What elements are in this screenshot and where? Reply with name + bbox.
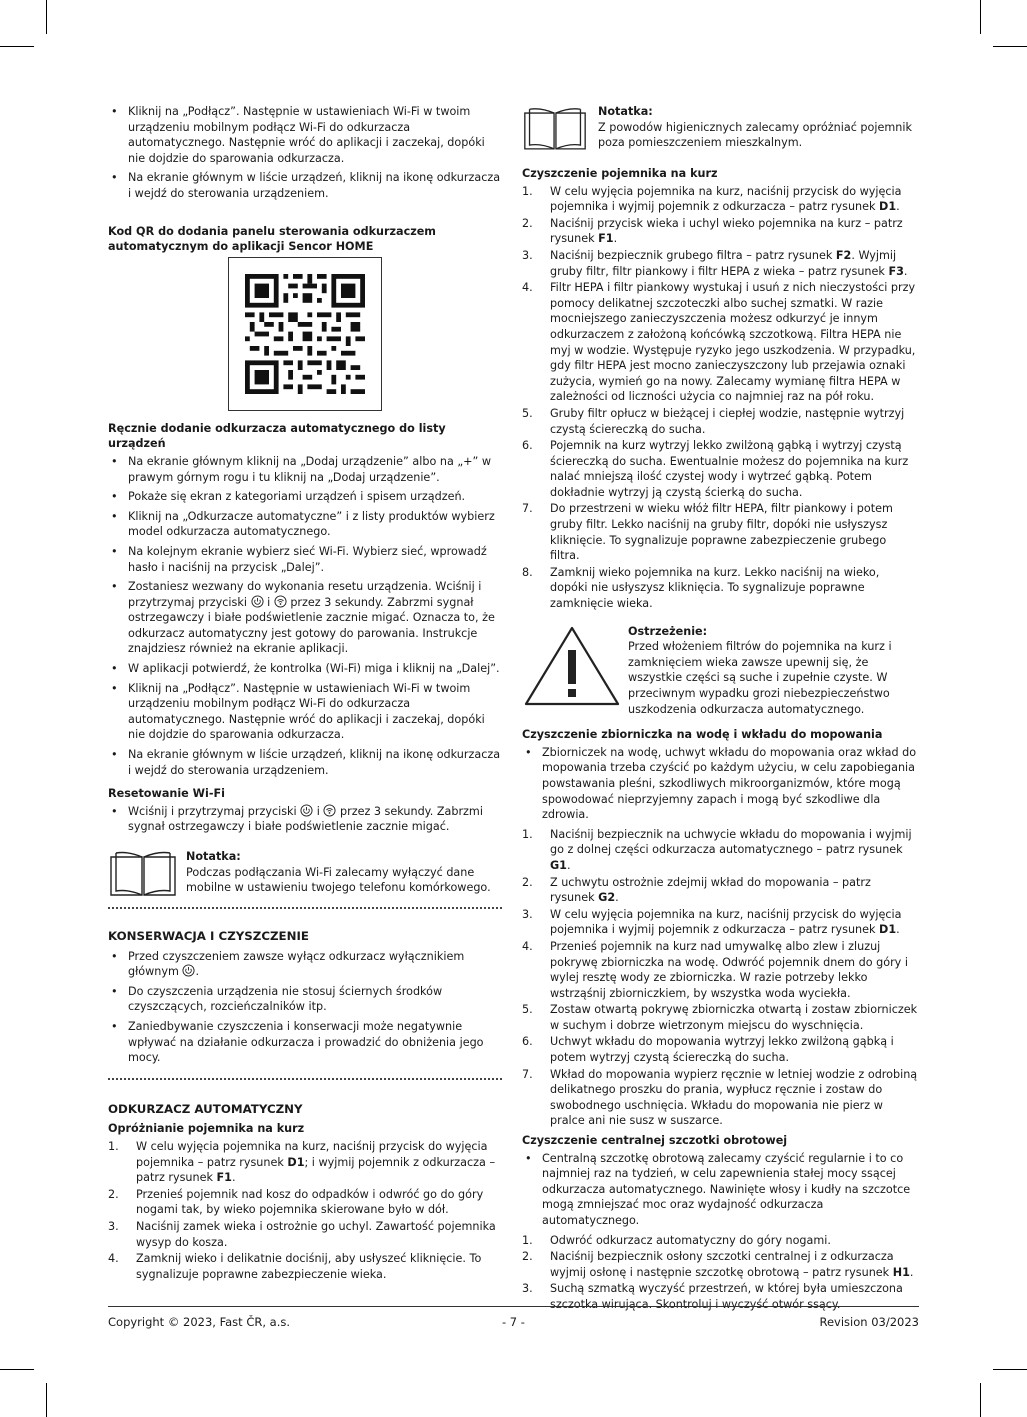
- step-text: Naciśnij zamek wieka i ostrożnie go uchyl. Zawartość pojemnika wysyp do kosza.: [136, 1219, 496, 1249]
- list-item: • W aplikacji potwierdź, że kontrolka (Wi-Fi) miga i kliknij na „Dalej”.: [108, 661, 502, 677]
- qr-code: [228, 257, 382, 411]
- step-number: 3.: [108, 1219, 119, 1233]
- note-text: Z powodów higienicznych zalecamy opróżniać pojemnik poza pomieszczeniem mieszkalnym.: [598, 120, 912, 150]
- step-text: . Wyjmij gruby filtr, filtr piankowy i filtr HEPA z wieka – patrz rysunek: [550, 248, 897, 278]
- step-number: 3.: [522, 907, 533, 921]
- step-number: 1.: [522, 1233, 533, 1247]
- step-text: Suchą szmatką wyczyść przestrzeń, w której była umieszczona szczotka wirująca. Skontroluj i wyczyść otwór ssący.: [550, 1282, 903, 1311]
- list-item: • Kliknij na „Odkurzacze automatyczne” i z listy produktów wybierz model odkurzacza automatycznego.: [108, 509, 502, 540]
- list-item: [522, 875, 918, 906]
- reset-text-b: i: [267, 595, 271, 609]
- step-text: Naciśnij bezpiecznik na uchwycie wkładu do mopowania i wyjmij go z dolnej części odkurzacza automatycznego – patrz rysunek: [550, 827, 912, 857]
- crop-mark: [46, 0, 47, 34]
- list-item: • Na ekranie głównym w liście urządzeń, kliknij na ikonę odkurzacza i wejdź do sterowania urządzeniem.: [108, 747, 502, 778]
- list-item: [108, 804, 502, 835]
- warning-title: Ostrzeżenie:: [628, 624, 708, 638]
- step-text: .: [613, 232, 618, 246]
- maint-text: Przed czyszczeniem zawsze wyłącz odkurzacz wyłącznikiem głównym: [128, 949, 465, 979]
- figure-ref: H1: [892, 1265, 910, 1279]
- crop-mark: [0, 1369, 34, 1370]
- list-item: [522, 1249, 918, 1280]
- crop-mark: [993, 1369, 1027, 1370]
- step-text: Zostaw otwartą pokrywę zbiorniczka otwartą i zostaw zbiorniczek w suchym i dobrze wietrzonym miejscu do wyschnięcia.: [550, 1003, 918, 1032]
- numbered-list: [522, 184, 918, 612]
- step-number: 1.: [522, 827, 533, 841]
- bullet-list: [522, 745, 918, 823]
- list-item: • Kliknij na „Podłącz”. Następnie w ustawieniach Wi-Fi w twoim urządzeniu mobilnym podłącz Wi-Fi do odkurzacza automatycznego. Następnie wróć do aplikacji i zaczekaj, dopóki nie dojdzie do sparowania odkurzacza.: [108, 681, 502, 743]
- list-item: [108, 949, 502, 980]
- list-item: • Do czyszczenia urządzenia nie stosuj ściernych środków czyszczących, rozcieńczalników itp.: [108, 984, 502, 1015]
- step-number: 8.: [522, 565, 533, 579]
- power-button-icon: [251, 595, 264, 608]
- list-item: [522, 1002, 918, 1033]
- numbered-list: [522, 827, 918, 1129]
- wifi-text-a: Wciśnij i przytrzymaj przyciski: [128, 804, 297, 818]
- step-text: Uchwyt wkładu do mopowania wytrzyj lekko zwilżoną gąbką i potem wytrzyj czystą ściereczką do sucha.: [550, 1035, 894, 1065]
- wifi-button-icon: [323, 804, 336, 817]
- warning-content: [628, 624, 918, 718]
- list-item: • Pokaże się ekran z kategoriami urządzeń i spisem urządzeń.: [108, 489, 502, 505]
- figure-ref: D1: [879, 923, 897, 937]
- note-text: Podczas podłączania Wi-Fi zalecamy wyłączyć dane mobilne w ustawieniu twojego telefonu komórkowego.: [186, 865, 491, 895]
- step-number: 6.: [522, 1035, 533, 1049]
- step-text: .: [566, 858, 571, 872]
- step-number: 2.: [522, 1250, 533, 1264]
- list-item: • Na ekranie głównym kliknij na „Dodaj urządzenie” albo na „+” w prawym górnym rogu i tu kliknij na „Dodaj urządzenie”.: [108, 454, 502, 485]
- list-item: • Kliknij na „Podłącz”. Następnie w ustawieniach Wi-Fi w twoim urządzeniu mobilnym podłącz Wi-Fi do odkurzacza automatycznego. Następnie wróć do aplikacji i zaczekaj, dopóki nie dojdzie do sparowania odkurzacza.: [108, 104, 502, 166]
- qr-code-icon: [245, 274, 365, 394]
- step-number: 4.: [108, 1252, 119, 1266]
- step-number: 2.: [108, 1187, 119, 1201]
- tank-heading: Czyszczenie zbiorniczka na wodę i wkładu do mopowania: [522, 728, 883, 742]
- book-icon: [522, 104, 588, 156]
- reset-text-a: Zostaniesz wezwany do wykonania resetu urządzenia. Wciśnij i przytrzymaj przyciski: [128, 580, 482, 609]
- wifi-text-c: przez 3 sekundy. Zabrzmi sygnał ostrzegawczy i białe podświetlenie zacznie migać.: [128, 804, 483, 834]
- qr-heading: Kod QR do dodania panelu sterowania odkurzaczem automatycznym do aplikacji Sencor HOME: [108, 224, 436, 254]
- note-title: Notatka:: [598, 105, 653, 118]
- power-button-icon: [300, 804, 313, 817]
- crop-mark: [993, 46, 1027, 47]
- maintenance-heading: KONSERWACJA I CZYSZCZENIE: [108, 929, 309, 943]
- list-item: [522, 1034, 918, 1065]
- copyright: Copyright © 2023, Fast ČR, a.s.: [108, 1315, 291, 1329]
- dotted-divider: [108, 907, 502, 909]
- list-item: • Zbiorniczek na wodę, uchwyt wkładu do mopowania oraz wkład do mopowania trzeba czyścić po każdym użyciu, w celu zapobiegania powstawania pleśni, szkodliwych mikroorganizmów, które mogą spowodować nieprzyjemny zapach i mogą być szkodliwe dla zdrowia.: [522, 745, 918, 823]
- empty-heading: Opróżnianie pojemnika na kurz: [108, 1122, 305, 1136]
- bin-heading: Czyszczenie pojemnika na kurz: [522, 167, 718, 180]
- step-number: 7.: [522, 1067, 533, 1081]
- revision: Revision 03/2023: [819, 1315, 919, 1329]
- left-column: [108, 104, 502, 1283]
- bullet-list: [108, 804, 502, 835]
- bullet-list: [108, 949, 502, 1066]
- wifi-button-icon: [274, 595, 287, 608]
- list-item: [522, 565, 918, 612]
- step-text: Naciśnij bezpiecznik osłony szczotki centralnej i z odkurzacza wyjmij osłonę i następnie szczotkę obrotową – patrz rysunek: [550, 1250, 894, 1279]
- list-item: [522, 1281, 918, 1312]
- figure-ref: D1: [287, 1155, 305, 1169]
- step-text: Naciśnij przycisk wieka i uchyl wieko pojemnika na kurz – patrz rysunek: [550, 216, 903, 246]
- step-number: 6.: [522, 439, 533, 453]
- step-number: 5.: [522, 406, 533, 420]
- step-text: W celu wyjęcia pojemnika na kurz, naciśnij przycisk do wyjęcia pojemnika i wyjmij pojemnik z odkurzacza – patrz rysunek: [550, 907, 902, 937]
- figure-ref: D1: [879, 200, 897, 214]
- step-number: 3.: [522, 248, 533, 262]
- step-text: Przenieś pojemnik nad kosz do odpadków i odwróć go do góry nogami tak, by wieko pojemnika skierowane było w dół.: [136, 1187, 484, 1217]
- note-box: [522, 104, 918, 156]
- step-text: W celu wyjęcia pojemnika na kurz, naciśnij przycisk do wyjęcia pojemnika i wyjmij pojemnik z odkurzacza – patrz rysunek: [550, 184, 902, 214]
- figure-ref: F1: [216, 1171, 232, 1185]
- list-item: [108, 1187, 502, 1218]
- bullet-list: [108, 104, 502, 202]
- note-box: [108, 849, 502, 901]
- figure-ref: F2: [835, 248, 852, 262]
- page-number: - 7 -: [502, 1315, 525, 1329]
- step-text: Do przestrzeni w wieku włóż filtr HEPA, filtr piankowy i potem gruby filtr. Lekko naciśnij na gruby filtr, dopóki nie usłyszysz kliknięcie. To sygnalizuje poprawne zabezpieczenie grubego filtra.: [550, 502, 893, 563]
- list-item: [108, 1219, 502, 1250]
- step-text: Gruby filtr opłucz w bieżącej i ciepłej wodzie, następnie wytrzyj czystą ściereczką do sucha.: [550, 406, 905, 436]
- warning-triangle-icon: [522, 624, 622, 708]
- step-number: 7.: [522, 502, 533, 516]
- step-text: .: [909, 1265, 914, 1279]
- maint-text-end: .: [195, 965, 200, 979]
- step-text: ; i wyjmij pojemnik z odkurzacza – patrz rysunek: [136, 1155, 496, 1185]
- step-number: 4.: [522, 939, 533, 953]
- list-item: • Centralną szczotkę obrotową zalecamy czyścić regularnie i to co najmniej raz na tydzień, w celu zapewnienia stałej mocy ssącej odkurzacza automatycznego. Nawinięte włosy i kudły na szczotce mogą zmniejszać moc oraz wydajność odkurzacza automatycznego.: [522, 1151, 918, 1229]
- bullet-list: [108, 454, 502, 778]
- list-item: [522, 907, 918, 938]
- step-text: .: [903, 264, 908, 278]
- bullet-list: [522, 1151, 918, 1229]
- list-item: • Na kolejnym ekranie wybierz sieć Wi-Fi. Wybierz sieć, wprowadź hasło i naciśnij na przycisk „Dalej”.: [108, 544, 502, 575]
- step-text: W celu wyjęcia pojemnika na kurz, naciśnij przycisk do wyjęcia pojemnika – patrz rysunek: [136, 1139, 488, 1169]
- list-item: [522, 184, 918, 215]
- list-item: [522, 406, 918, 437]
- note-title: Notatka:: [186, 850, 241, 863]
- step-text: Odwróć odkurzacz automatyczny do góry nogami.: [550, 1233, 831, 1247]
- book-icon: [108, 849, 178, 901]
- step-text: Zamknij wieko pojemnika na kurz. Lekko naciśnij na wieko, dopóki nie usłyszysz kliknięcia. To sygnalizuje poprawne zamknięcie wieka.: [550, 565, 880, 611]
- crop-mark: [46, 1383, 47, 1417]
- robot-heading: ODKURZACZ AUTOMATYCZNY: [108, 1101, 303, 1116]
- brush-heading: Czyszczenie centralnej szczotki obrotowej: [522, 1134, 788, 1148]
- step-text: .: [896, 200, 900, 214]
- warning-box: [522, 624, 918, 718]
- step-number: 2.: [522, 216, 533, 230]
- list-item: • Zaniedbywanie czyszczenia i konserwacji może negatywnie wpływać na działanie odkurzacza i prowadzić do obniżenia jego mocy.: [108, 1019, 502, 1066]
- manual-heading: Ręcznie dodanie odkurzacza automatycznego do listy urządzeń: [108, 421, 446, 451]
- warning-text: Przed włożeniem filtrów do pojemnika na kurz i zamknięciem wieka zawsze upewnij się, że wszystkie części są suche i zupełnie czyste. W przeciwnym wypadku grozi niebezpieczeństwo uszkodzenia odkurzacza automatycznego.: [628, 640, 892, 716]
- step-text: Zamknij wieko i delikatnie dociśnij, aby usłyszeć kliknięcie. To sygnalizuje poprawne zabezpieczenie wieka.: [136, 1252, 482, 1281]
- power-button-icon: [182, 964, 195, 977]
- list-item: [522, 939, 918, 1001]
- list-item: [522, 248, 918, 279]
- right-column: [522, 104, 918, 1314]
- figure-ref: G1: [550, 858, 567, 872]
- note-content: [186, 849, 502, 901]
- list-item: • Na ekranie głównym w liście urządzeń, kliknij na ikonę odkurzacza i wejdź do sterowania urządzeniem.: [108, 170, 502, 201]
- wifi-reset-heading: Resetowanie Wi-Fi: [108, 787, 225, 801]
- step-text: .: [896, 923, 900, 937]
- crop-mark: [0, 46, 34, 47]
- step-text: Z uchwytu ostrożnie zdejmij wkład do mopowania – patrz rysunek: [550, 875, 871, 905]
- crop-mark: [980, 0, 981, 34]
- figure-ref: G2: [598, 891, 616, 905]
- step-text: Pojemnik na kurz wytrzyj lekko zwilżoną gąbką i wytrzyj czystą ściereczką do sucha. Ewentualnie możesz do pojemnika na kurz nalać mniejszą ilość czystej wody i wytrzeć gąbką. Potem dokładnie wytrzyj ją czystą ścierką do sucha.: [550, 439, 909, 499]
- step-text: Przenieś pojemnik na kurz nad umywalkę albo zlew i zluzuj pokrywę zbiorniczka na wodę. Odwróć pojemnik dnem do góry i wylej resztę wody ze zbiorniczka. W razie potrzeby lekko wstrząśnij zbiorniczkiem, by wszystka woda wyciekła.: [550, 939, 908, 1000]
- step-text: .: [231, 1171, 236, 1185]
- list-item: [522, 827, 918, 874]
- figure-ref: F3: [888, 264, 904, 278]
- list-item: [522, 1233, 918, 1249]
- list-item: [522, 438, 918, 500]
- crop-mark: [980, 1383, 981, 1417]
- list-item: [108, 1251, 502, 1282]
- step-text: Filtr HEPA i filtr piankowy wystukaj i usuń z nich nieczystości przy pomocy delikatnej szczoteczki albo suchej szmatki. W razie mocniejszego zanieczyszczenia możesz odkurzyć je innym odkurzaczem z założoną końcówką szczotkową. Filtra HEPA nie myj w wodzie. Występuje ryzyko jego uszkodzenia. W przypadku, gdy filtr HEPA jest mocno zanieczyszczony lub przejawia oznaki zużycia, wymień go na nowy. Zalecamy wymianę filtra HEPA w zależności od liczności użycia co najmniej raz na pół roku.: [550, 281, 916, 404]
- page-footer: [108, 1306, 919, 1329]
- dotted-divider: [108, 1078, 502, 1080]
- numbered-list: [522, 1233, 918, 1313]
- list-item: [522, 216, 918, 247]
- step-text: .: [615, 891, 619, 905]
- step-number: 4.: [522, 281, 533, 295]
- list-item: [522, 280, 918, 405]
- reset-text-c: przez 3 sekundy. Zabrzmi sygnał ostrzegawczy i białe podświetlenie zacznie migać. Oznacza to, że odkurzacz automatyczny jest gotowy do parowania. Instrukcje znajdziesz również na ekranie aplikacji.: [128, 595, 495, 656]
- wifi-text-b: i: [316, 804, 320, 818]
- note-content: [598, 104, 918, 156]
- step-number: 2.: [522, 875, 533, 889]
- numbered-list: [108, 1139, 502, 1282]
- list-item: [522, 501, 918, 563]
- step-number: 5.: [522, 1003, 533, 1017]
- step-number: 1.: [522, 184, 533, 198]
- list-item: [108, 1139, 502, 1186]
- step-text: Naciśnij bezpiecznik grubego filtra – patrz rysunek: [550, 248, 836, 262]
- step-number: 3.: [522, 1282, 533, 1296]
- step-text: Wkład do mopowania wypierz ręcznie w letniej wodzie z odrobiną delikatnego proszku do prania, wypłucz ręcznie i zostaw do swobodnego uschnięcia. Wkładu do mopowania nie pierz w pralce ani nie susz w suszarce.: [550, 1067, 918, 1128]
- list-item: [522, 1067, 918, 1129]
- step-number: 1.: [108, 1139, 119, 1153]
- figure-ref: F1: [598, 232, 614, 246]
- list-item: [108, 579, 502, 657]
